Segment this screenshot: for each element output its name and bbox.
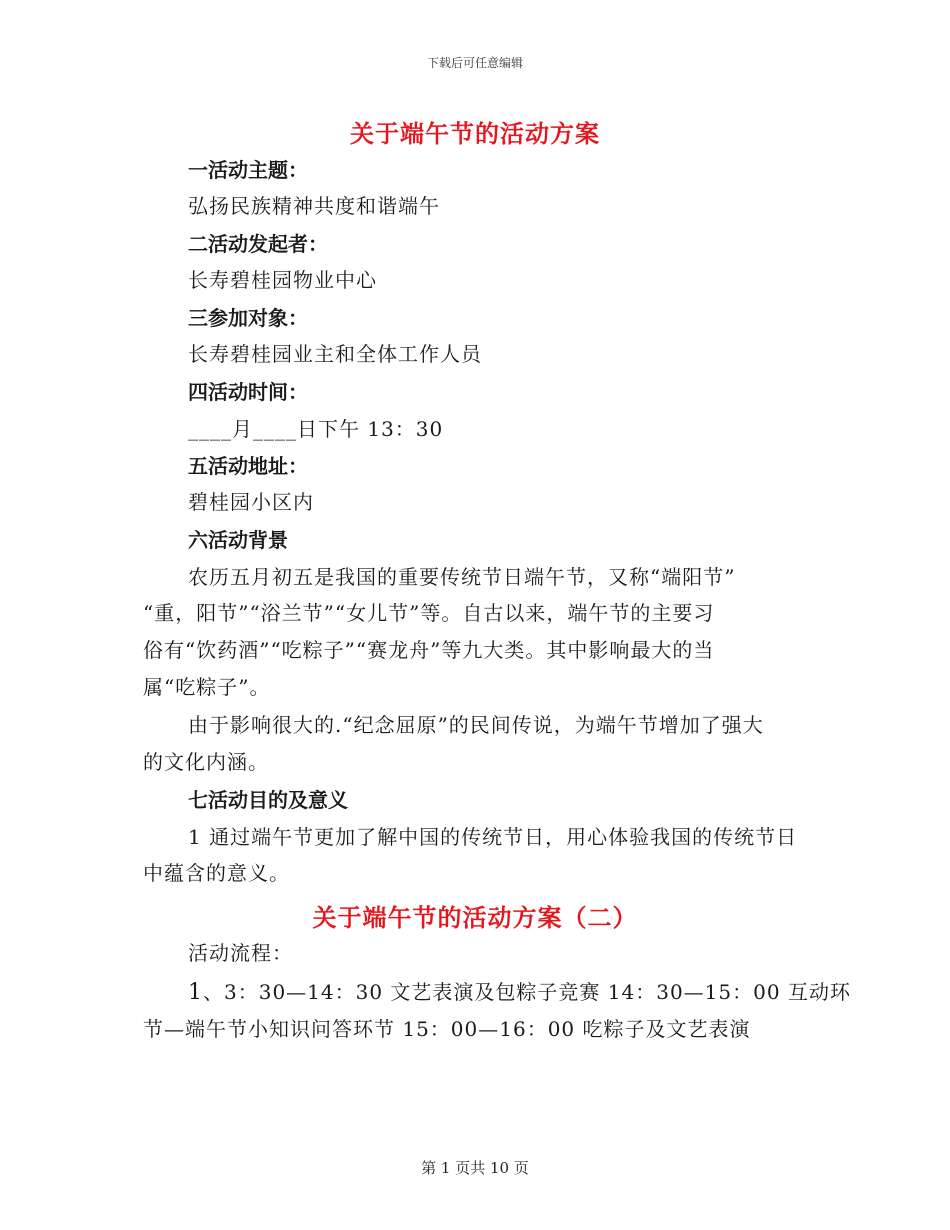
section-heading-theme: 一活动主题： <box>188 158 308 182</box>
flow-line-text: 、3：30—14：30 文艺表演及包粽子竞赛 14：30—15：00 互动环 <box>203 980 851 1004</box>
section-heading-participants: 三参加对象： <box>188 306 308 330</box>
section-heading-background: 六活动背景 <box>188 528 288 552</box>
section-body-participants: 长寿碧桂园业主和全体工作人员 <box>188 342 482 366</box>
section-body-initiator: 长寿碧桂园物业中心 <box>188 268 377 292</box>
background-paragraph-line: 俗有“饮药酒”“吃粽子”“赛龙舟”等九大类。其中影响最大的当 <box>143 638 715 662</box>
flow-line: 节—端午节小知识问答环节 15：00—16：00 吃粽子及文艺表演 <box>143 1017 751 1041</box>
section-body-time: ____月____日下午 13：30 <box>188 417 444 441</box>
background-paragraph-line: 由于影响很大的.“纪念屈原”的民间传说，为端午节增加了强大 <box>188 713 764 737</box>
section-heading-initiator: 二活动发起者： <box>188 232 328 256</box>
section-heading-time: 四活动时间： <box>188 380 308 404</box>
section-body-theme: 弘扬民族精神共度和谐端午 <box>188 194 440 218</box>
section-heading-location: 五活动地址： <box>188 454 308 478</box>
flow-label: 活动流程： <box>188 941 293 965</box>
background-paragraph-line: “重，阳节”“浴兰节”“女儿节”等。自古以来，端午节的主要习 <box>143 601 715 625</box>
background-paragraph-line: 农历五月初五是我国的重要传统节日端午节，又称“端阳节” <box>188 565 736 589</box>
page-footer: 第 1 页共 10 页 <box>421 1159 529 1177</box>
background-paragraph-line: 属“吃粽子”。 <box>143 675 271 699</box>
purpose-paragraph-line: 中蕴含的意义。 <box>143 861 290 885</box>
background-paragraph-line: 的文化内涵。 <box>143 750 269 774</box>
page-header: 下载后可任意编辑 <box>426 56 523 70</box>
section-body-location: 碧桂园小区内 <box>188 490 314 514</box>
flow-number: 1 <box>188 980 203 1005</box>
purpose-paragraph-line: 1 通过端午节更加了解中国的传统节日，用心体验我国的传统节日 <box>188 825 798 849</box>
flow-line <box>188 980 851 1005</box>
document-title: 关于端午节的活动方案 <box>350 119 600 148</box>
section-heading-purpose: 七活动目的及意义 <box>188 788 348 812</box>
section-title-part-two: 关于端午节的活动方案（二） <box>312 903 638 932</box>
